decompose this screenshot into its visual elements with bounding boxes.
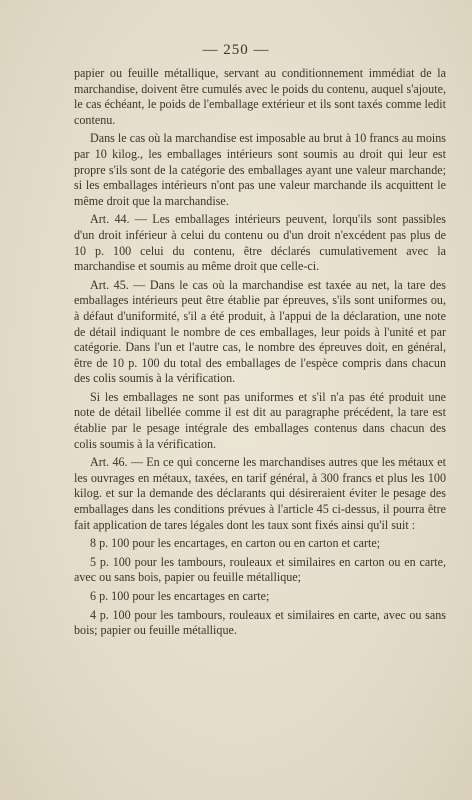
paragraph: papier ou feuille métallique, servant au conditionnement immédiat de la marchandise, doivent être cumulés avec le poids du contenu, auquel s'ajoute, le cas échéant, le poids de l'emballage extérieur et ils sont taxés comme ledit contenu. <box>74 66 446 127</box>
page-number: — 250 — <box>202 42 270 58</box>
paragraph-article-46: Art. 46. — En ce qui concerne les marchandises autres que les métaux et les ouvrages en métaux, taxées, en tarif général, à 300 francs et plus les 100 kilog. et sur la demande des déclarants qui désireraient éviter le pesage des emballages dans les conditions prévues à l'article 45 ci-dessus, il pourra être fait application de tares légales dont les taux sont fixés ainsi qu'il suit : <box>74 455 446 532</box>
paragraph: Dans le cas où la marchandise est imposable au brut à 10 francs au moins par 10 kilog., les emballages intérieurs sont soumis au droit qui leur est propre s'ils sont de la catégorie des emballages ayant une valeur marchande; si les emballages intérieurs n'ont pas une valeur marchande ils acquittent le même droit que la marchandise. <box>74 131 446 208</box>
body-text <box>74 66 446 642</box>
paragraph: Si les emballages ne sont pas uniformes et s'il n'a pas été produit une note de détail libellée comme il est dit au paragraphe précédent, la tare est établie par le pesage intégrale des emballages contenus dans chacun des colis soumis à la vérification. <box>74 389 446 451</box>
tare-list-item: 6 p. 100 pour les encartages en carte; <box>90 589 270 603</box>
tare-list-item: 4 p. 100 pour les tambours, rouleaux et similaires en carte, avec ou sans bois; papier ou feuille métallique. <box>74 607 446 638</box>
paragraph-article-45: Art. 45. — Dans le cas où la marchandise est taxée au net, la tare des emballages intérieurs peut être établie par épreuves, s'ils sont uniformes ou, à défaut d'uniformité, s'il a été produit, à l'appui de la déclaration, une note de détail indiquant le nombre de ces emballages, leur poids à l'unité et par catégorie. Dans l'un et l'autre cas, le nombre des épreuves doit, en général, être de 10 p. 100 du total des emballages de l'espèce compris dans chacun des colis soumis à la vérification. <box>74 277 446 386</box>
paragraph-article-44: Art. 44. — Les emballages intérieurs peuvent, lorqu'ils sont passibles d'un droit inférieur à celui du contenu ou d'un droit n'excédent pas plus de 10 p. 100 celui du contenu, être déclarés cumulativement avec la marchandise et soumis au même droit que celle-ci. <box>74 212 446 274</box>
tare-list-item: 8 p. 100 pour les encartages, en carton ou en carton et carte; <box>90 536 381 551</box>
tare-list-item: 5 p. 100 pour les tambours, rouleaux et similaires en carton ou en carte, avec ou sans bois, papier ou feuille métallique; <box>74 554 446 585</box>
